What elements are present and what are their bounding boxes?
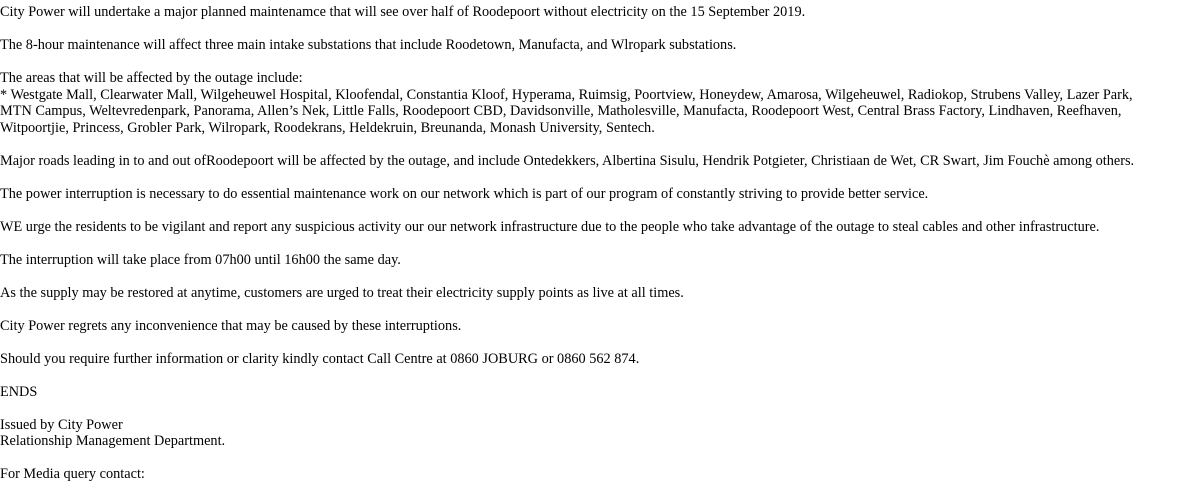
paragraph-maintenance-reason: The power interruption is necessary to do essential maintenance work on our network which is part of our program of constantly striving to provide better service. xyxy=(0,185,929,202)
issued-by-block xyxy=(0,417,1200,450)
paragraph-intro: City Power will undertake a major planned maintenamce that will see over half of Roodepoort without electricity on the 15 September 2019. xyxy=(0,4,806,20)
paragraph-apology: City Power regrets any inconvenience that may be caused by these interruptions. xyxy=(0,317,462,334)
issued-by-line: Issued by City Power xyxy=(0,416,123,433)
affected-areas-intro: The areas that will be affected by the outage include: xyxy=(0,70,303,86)
ends-marker: ENDS xyxy=(0,383,38,400)
paragraph-substations: The 8-hour maintenance will affect three main intake substations that include Roodetown, Manufacta, and Wlropark substations. xyxy=(0,37,737,53)
paragraph-supply-warning: As the supply may be restored at anytime, customers are urged to treat their electricity supply points as live at all times. xyxy=(0,284,684,301)
affected-areas-line-2: MTN Campus, Weltevredenpark, Panorama, Allen’s Nek, Little Falls, Roodepoort CBD, Davidsonville, Matholesville, Manufacta, Roodepoort West, Central Brass Factory, Lindhaven, Reefhaven, xyxy=(0,103,1122,119)
paragraph-affected-areas xyxy=(0,70,1200,136)
paragraph-interruption-time: The interruption will take place from 07h00 until 16h00 the same day. xyxy=(0,251,401,268)
affected-areas-line-3: Witpoortjie, Princess, Grobler Park, Wilropark, Roodekrans, Heldekruin, Breunanda, Monash University, Sentech. xyxy=(0,119,655,136)
media-contact-heading: For Media query contact: xyxy=(0,466,145,482)
paragraph-contact: Should you require further information or clarity kindly contact Call Centre at 0860 JOBURG or 0860 562 874. xyxy=(0,350,640,367)
affected-areas-line-1: * Westgate Mall, Clearwater Mall, Wilgeheuwel Hospital, Kloofendal, Constantia Kloof, Hyperama, Ruimsig, Poortview, Honeydew, Amarosa, Wilgeheuwel, Radiokop, Strubens Valley, Lazer Park, xyxy=(0,86,1133,103)
press-release-document xyxy=(0,4,1200,499)
department-line: Relationship Management Department. xyxy=(0,433,226,449)
paragraph-major-roads: Major roads leading in to and out ofRoodepoort will be affected by the outage, and include Ontedekkers, Albertina Sisulu, Hendrik Potgieter, Christiaan de Wet, CR Swart, Jim Fouchè among others. xyxy=(0,152,1135,169)
paragraph-vigilance: WE urge the residents to be vigilant and report any suspicious activity our our network infrastructure due to the people who take advantage of the outage to steal cables and other infrastructure. xyxy=(0,218,1100,235)
